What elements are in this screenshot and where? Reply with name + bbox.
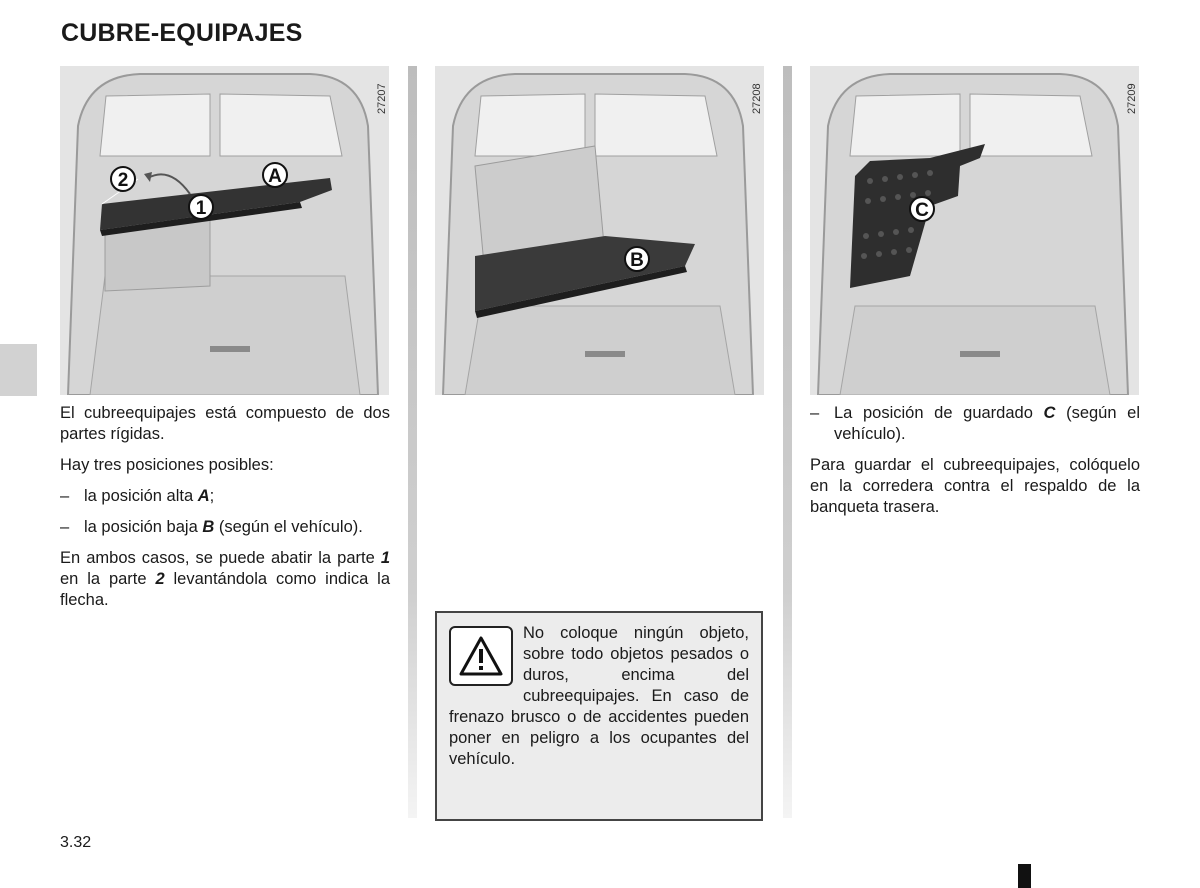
- position-label-a: A: [197, 487, 210, 505]
- callout-1: 1: [195, 198, 207, 219]
- figure-id: 27208: [751, 83, 763, 114]
- figure-luggage-cover-low: [435, 66, 764, 395]
- list-item-low-position: [60, 517, 390, 538]
- list-item-text: ;: [209, 487, 215, 505]
- left-column-text: [60, 403, 390, 621]
- illustration-trunk-stowed: [810, 66, 1139, 395]
- list-item-text: (según el vehículo).: [214, 518, 363, 536]
- column-divider: [408, 66, 417, 818]
- warning-triangle-icon: [449, 626, 513, 686]
- list-item-text: (según el vehículo).: [834, 404, 1140, 443]
- list-item-text: la posición baja: [84, 518, 203, 536]
- right-column-text: [810, 403, 1140, 528]
- list-item-text: La posición de guardado: [834, 404, 1044, 422]
- list-dash: –: [60, 518, 70, 536]
- figure-luggage-cover-stowed: [810, 66, 1139, 395]
- paragraph-text: levantándola como indica la flecha.: [60, 570, 391, 609]
- list-dash: –: [810, 404, 820, 422]
- paragraph-positions-intro: Hay tres posiciones posibles:: [60, 456, 274, 474]
- page-number: 3.32: [60, 834, 92, 851]
- illustration-trunk-high: [60, 66, 389, 395]
- list-item-stowed-position: [810, 403, 1140, 445]
- page-corner-mark: [1018, 864, 1031, 888]
- paragraph-folding: [60, 548, 390, 611]
- list-dash: –: [60, 487, 70, 505]
- list-item-text: la posición alta: [84, 487, 198, 505]
- callout-A: A: [268, 166, 282, 187]
- callout-B: B: [630, 250, 644, 271]
- paragraph-composition: El cubreequipajes está compuesto de dos partes rígidas.: [60, 404, 390, 443]
- illustration-trunk-low: [435, 66, 764, 395]
- callout-C: C: [915, 200, 929, 221]
- paragraph-text: En ambos casos, se puede abatir la parte: [60, 549, 381, 567]
- figure-luggage-cover-high: [60, 66, 389, 395]
- part-label-1: 1: [380, 549, 390, 567]
- list-item-high-position: [60, 486, 390, 507]
- page-title: CUBRE-EQUIPAJES: [61, 19, 303, 47]
- paragraph-storage: Para guardar el cubreequipajes, colóquelo en la corredera contra el respaldo de la banqueta trasera.: [810, 456, 1140, 516]
- position-label-b: B: [202, 518, 215, 536]
- part-label-2: 2: [155, 570, 165, 588]
- section-tab: [0, 344, 37, 396]
- callout-2: 2: [117, 170, 129, 191]
- column-divider: [783, 66, 792, 818]
- figure-id: 27209: [1126, 83, 1138, 114]
- warning-text: No coloque ningún objeto, sobre todo objetos pesados o duros, encima del cubreequipajes. En caso de frenazo brusco o de accidentes pueden poner en peligro a los ocupantes del vehículo.: [449, 624, 749, 768]
- paragraph-text: en la parte: [60, 570, 156, 588]
- warning-box: [435, 611, 763, 821]
- position-label-c: C: [1043, 404, 1056, 422]
- figure-id: 27207: [376, 83, 388, 114]
